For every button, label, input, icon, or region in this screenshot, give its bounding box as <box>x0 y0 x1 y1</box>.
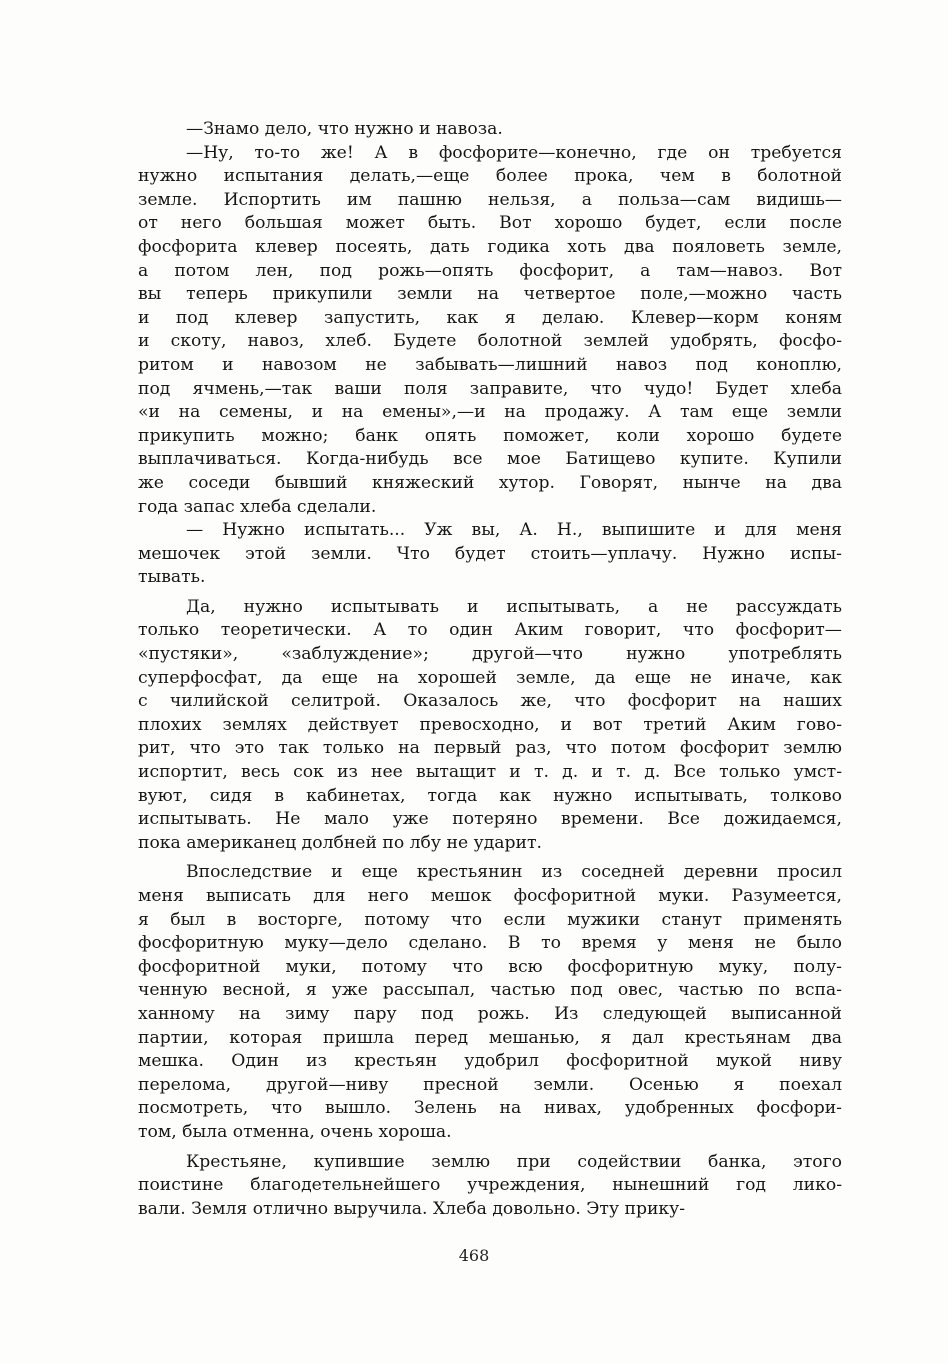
text-line: я был в восторге, потому что если мужики станут применять <box>138 909 842 930</box>
paragraph <box>138 118 842 142</box>
text-line: —Знамо дело, что нужно и навоза. <box>186 119 503 139</box>
text-line: вуют, сидя в кабинетах, тогда как нужно испытывать, толково <box>138 785 842 806</box>
text-line: под ячмень,—так ваши поля заправите, что чудо! Будет хлеба <box>138 378 842 399</box>
text-line: только теоретически. А то один Аким говорит, что фосфорит— <box>138 620 842 641</box>
text-line: же соседи бывший княжеский хутор. Говорят, нынче на два <box>138 472 842 493</box>
text-line: плохих землях действует превосходно, и вот третий Аким гово- <box>138 714 842 735</box>
paragraph <box>138 596 842 856</box>
text-line: вали. Земля отлично выручила. Хлеба довольно. Эту прику- <box>138 1198 686 1219</box>
text-line: выплачиваться. Когда-нибудь все мое Батищево купите. Купили <box>138 449 842 470</box>
text-line: посмотреть, что вышло. Зелень на нивах, удобренных фосфори- <box>138 1098 842 1119</box>
paragraph <box>138 861 842 1144</box>
text-line: — Нужно испытать... Уж вы, А. Н., выпишите и для меня <box>186 520 842 541</box>
text-line: прикупить можно; банк опять поможет, коли хорошо будете <box>138 425 842 446</box>
text-line: Крестьяне, купившие землю при содействии банка, этого <box>186 1151 842 1172</box>
text-line: земле. Испортить им пашню нельзя, а польза—сам видишь— <box>138 189 842 210</box>
page-number: 468 <box>458 1246 490 1265</box>
page-body-text <box>138 118 842 1221</box>
text-line: вы теперь прикупили земли на четвертое поле,—можно часть <box>138 284 842 305</box>
text-line: нужно испытания делать,—еще более прока, чем в болотной <box>138 166 842 187</box>
text-line: года запас хлеба сделали. <box>138 496 377 517</box>
text-line: и скоту, навоз, хлеб. Будете болотной землей удобрять, фосфо- <box>138 331 842 352</box>
text-line: мешка. Один из крестьян удобрил фосфоритной мукой ниву <box>138 1051 842 1072</box>
text-line: «и на семены, и на емены»,—и на продажу. А там еще земли <box>138 402 842 423</box>
text-line: фосфоритную муку—дело сделано. В то время у меня не было <box>138 933 842 954</box>
text-line: фосфорита клевер посеять, дать годика хоть два пояловеть земле, <box>138 236 842 257</box>
text-line: испытывать. Не мало уже потеряно времени. Все дожидаемся, <box>138 809 842 830</box>
text-line: —Ну, то-то же! А в фосфорите—конечно, где он требуется <box>186 142 842 163</box>
text-line: меня выписать для него мешок фосфоритной муки. Разумеется, <box>138 886 842 906</box>
text-line: пока американец долбней по лбу не ударит. <box>138 832 542 853</box>
text-line: ченную весной, я уже рассыпал, частью под овес, частью по вспа- <box>138 980 842 1001</box>
text-line: и под клевер запустить, как я делаю. Клевер—корм коням <box>138 307 842 328</box>
text-line: испортит, весь сок из нее вытащит и т. д. и т. д. Все только умст- <box>138 762 842 783</box>
paragraph <box>138 1151 842 1222</box>
text-line: от него большая может быть. Вот хорошо будет, если после <box>138 213 842 234</box>
text-line: суперфосфат, да еще на хорошей земле, да еще не иначе, как <box>138 667 842 688</box>
text-line: том, была отменна, очень хороша. <box>138 1121 452 1142</box>
text-line: с чилийской селитрой. Оказалось же, что фосфорит на наших <box>138 691 842 712</box>
text-line: а потом лен, под рожь—опять фосфорит, а там—навоз. Вот <box>138 260 842 281</box>
text-line: «пустяки», «заблуждение»; другой—что нужно употреблять <box>138 644 842 665</box>
text-line: партии, которая пришла перед мешанью, я дал крестьянам два <box>138 1027 842 1048</box>
text-line: рит, что это так только на первый раз, что потом фосфорит землю <box>138 738 842 759</box>
paragraph <box>138 142 842 520</box>
text-line: фосфоритной муки, потому что всю фосфоритную муку, полу- <box>138 956 842 977</box>
text-line: перелома, другой—ниву пресной земли. Осенью я поехал <box>138 1074 842 1095</box>
text-line: Впоследствие и еще крестьянин из соседней деревни просил <box>186 862 842 883</box>
text-line: поистине благодетельнейшего учреждения, нынешний год лико- <box>138 1175 842 1196</box>
text-line: ханному на зиму пару под рожь. Из следующей выписанной <box>138 1003 842 1024</box>
text-line: тывать. <box>138 567 206 588</box>
paragraph <box>138 519 842 590</box>
text-line: мешочек этой земли. Что будет стоить—уплачу. Нужно испы- <box>138 543 842 564</box>
text-line: ритом и навозом не забывать—лишний навоз под коноплю, <box>138 354 842 375</box>
text-line: Да, нужно испытывать и испытывать, а не рассуждать <box>186 596 842 617</box>
